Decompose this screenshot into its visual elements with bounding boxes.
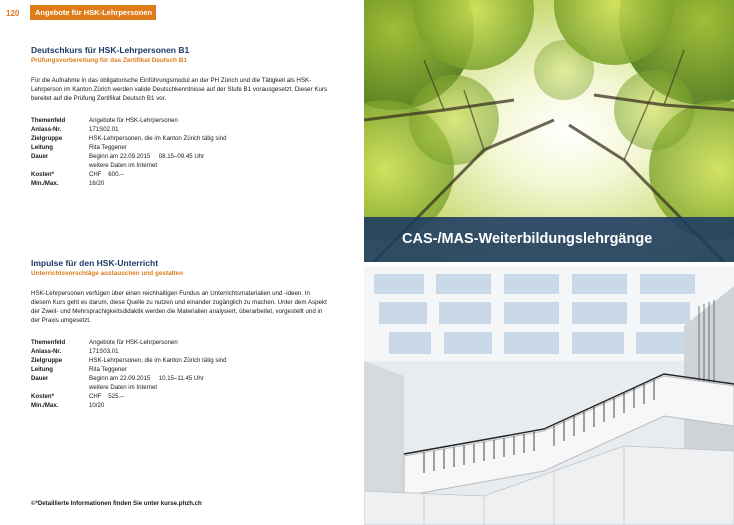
page-number: 120 <box>6 9 20 18</box>
course-subtitle: Unterrichtsvorschläge austauschen und gestalten <box>31 270 183 277</box>
banner-title: CAS-/MAS-Weiterbildungslehrgänge <box>402 231 653 247</box>
label-kosten: Kosten* <box>31 171 55 178</box>
atrium-staircase-photo <box>364 266 734 525</box>
value-leitung: Rita Teggener <box>89 144 127 151</box>
course-deutschkurs <box>31 45 331 188</box>
left-page <box>0 0 364 525</box>
label-dauer: Dauer <box>31 153 49 160</box>
right-page <box>364 0 734 525</box>
banner <box>364 217 734 262</box>
value-zielgruppe: HSK-Lehrpersonen, die im Kanton Zürich tätig sind <box>89 357 227 364</box>
label-kosten: Kosten* <box>31 393 55 400</box>
label-leitung: Leitung <box>31 366 54 373</box>
value-themenfeld: Angebote für HSK-Lehrpersonen <box>89 339 178 346</box>
footnote: ©*Detaillierte Informationen finden Sie unter kurse.phzh.ch <box>31 500 202 507</box>
course-details <box>31 116 227 188</box>
value-kosten: CHF 600.– <box>89 171 124 178</box>
label-anlass-nr: Anlass-Nr. <box>31 348 62 355</box>
label-dauer: Dauer <box>31 375 49 382</box>
value-zielgruppe: HSK-Lehrpersonen, die im Kanton Zürich tätig sind <box>89 135 227 142</box>
label-min-max: Min./Max. <box>31 180 59 187</box>
label-zielgruppe: Zielgruppe <box>31 357 63 364</box>
label-zielgruppe: Zielgruppe <box>31 135 63 142</box>
course-description: Für die Aufnahme in das obligatorische Einführungsmodul an der PH Zürich und die Tätigkeit als HSK-Lehrperson im Kanton Zürich werden valide Deutschkenntnisse auf der Stufe B1 vorausgesetzt. Dieser Kurs bereitet auf die Prüfung Zertifikat Deutsch B1 vor. <box>31 77 328 102</box>
value-kosten: CHF 525.– <box>89 393 124 400</box>
course-subtitle: Prüfungsvorbereitung für das Zertifikat Deutsch B1 <box>31 57 187 64</box>
label-leitung: Leitung <box>31 144 54 151</box>
value-dauer-more: weitere Daten im Internet <box>89 162 158 169</box>
label-themenfeld: Themenfeld <box>31 117 66 124</box>
course-details <box>31 338 227 410</box>
value-anlass-nr: 171S03.01 <box>89 348 119 355</box>
value-dauer-more: weitere Daten im Internet <box>89 384 158 391</box>
value-anlass-nr: 171S02.01 <box>89 126 119 133</box>
value-leitung: Rita Teggener <box>89 366 127 373</box>
label-min-max: Min./Max. <box>31 402 59 409</box>
course-impulse <box>31 258 331 410</box>
value-dauer: Beginn am 22.09.2015 08.15–09.45 Uhr <box>89 153 205 160</box>
course-description: HSK-Lehrpersonen verfügen über einen reichhaltigen Fundus an Unterrichtsmaterialien und -ideen. In diesem Kurs geht es darum, diese Quelle zu nutzen und einander zugänglich zu machen. Unter dem Aspekt der Zweit- und Mehrsprachigkeitsdidaktik werden die Materialien analysiert, überarbeitet, vorgestellt und in der Praxis umgesetzt. <box>31 290 327 324</box>
section-header <box>30 5 156 20</box>
value-min-max: 10/20 <box>89 402 105 409</box>
section-header-label: Angebote für HSK-Lehrpersonen <box>35 8 153 17</box>
label-themenfeld: Themenfeld <box>31 339 66 346</box>
label-anlass-nr: Anlass-Nr. <box>31 126 62 133</box>
value-min-max: 16/20 <box>89 180 105 187</box>
value-dauer: Beginn am 22.09.2015 10.15–11.45 Uhr <box>89 375 204 382</box>
value-themenfeld: Angebote für HSK-Lehrpersonen <box>89 117 178 124</box>
course-title: Deutschkurs für HSK-Lehrpersonen B1 <box>31 45 190 55</box>
course-title: Impulse für den HSK-Unterricht <box>31 258 159 268</box>
